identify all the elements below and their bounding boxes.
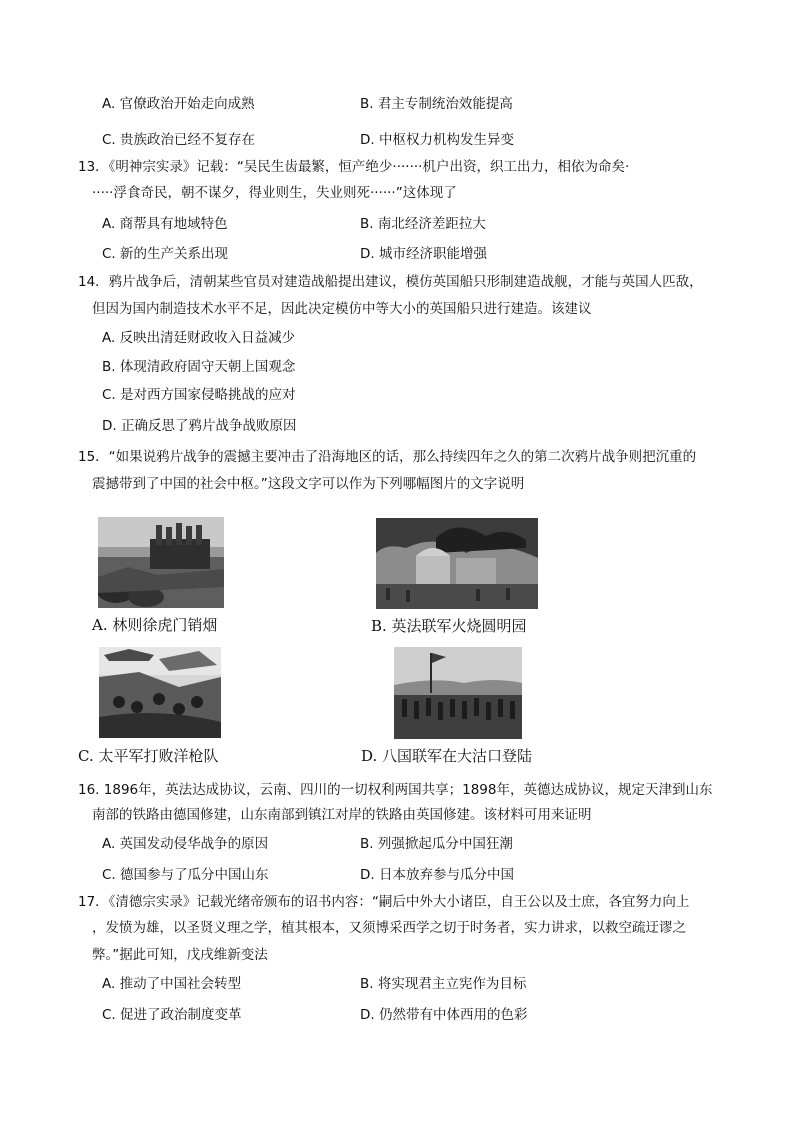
photo-yuanmingyuan-burning [376, 518, 538, 609]
q14-option-b: B. 体现清政府固守天朝上国观念 [102, 359, 296, 375]
q14-stem-line1: 14．鸦片战争后，清朝某些官员对建造战船提出建议，模仿英国船只形制建造战舰，才能与英国人匹敌， [78, 274, 703, 290]
q17-stem-line2: ，发愤为雄，以圣贤义理之学，植其根本，又须博采西学之切于时务者，实力讲求，以救空疏迂谬之 [92, 920, 686, 936]
q12-option-a: A. 官僚政治开始走向成熟 [102, 96, 255, 112]
q12-option-c: C. 贵族政治已经不复存在 [102, 132, 256, 148]
q16-option-d: D. 日本放弃参与瓜分中国 [360, 867, 514, 883]
q17-option-a: A. 推动了中国社会转型 [102, 976, 242, 992]
caption-a: A. 林则徐虎门销烟 [92, 616, 218, 634]
q14-option-a: A. 反映出清廷财政收入日益减少 [102, 330, 296, 346]
photo-dagukou-landing [394, 647, 522, 739]
q17-option-c: C. 促进了政治制度变革 [102, 1007, 242, 1023]
q17-option-d: D. 仍然带有中体西用的色彩 [360, 1007, 528, 1023]
q13-stem-line1: 13．《明神宗实录》记载：“吴民生齿最繁，恒产绝少·······机户出资，织工出力，相依为命矣· [78, 159, 630, 175]
q13-option-a: A. 商帮具有地域特色 [102, 216, 228, 232]
q16-option-c: C. 德国参与了瓜分中国山东 [102, 867, 269, 883]
q14-option-c: C. 是对西方国家侵略挑战的应对 [102, 387, 296, 403]
q13-option-c: C. 新的生产关系出现 [102, 246, 229, 262]
photo-taiping-battle [99, 647, 221, 738]
q12-option-b: B. 君主专制统治效能提高 [360, 96, 513, 112]
q16-stem-line1: 16. 1896年，英法达成协议，云南、四川的一切权利两国共享；1898年，英德达成协议，规定天津到山东 [78, 782, 713, 798]
q17-stem-line1: 17．《清德宗实录》记载光绪帝颁布的诏书内容：“嗣后中外大小诸臣，自王公以及士庶，各宜努力向上 [78, 894, 690, 910]
photo-humen-opium [98, 517, 224, 608]
q14-option-d: D. 正确反思了鸦片战争战败原因 [102, 418, 297, 434]
q15-stem-line2: 震撼带到了中国的社会中枢。”这段文字可以作为下列哪幅图片的文字说明 [92, 476, 525, 492]
q15-stem-line1: 15．“如果说鸦片战争的震撼主要冲击了沿海地区的话，那么持续四年之久的第二次鸦片战争则把沉重的 [78, 449, 697, 465]
q13-option-d: D. 城市经济职能增强 [360, 246, 487, 262]
q16-option-a: A. 英国发动侵华战争的原因 [102, 836, 269, 852]
q13-stem-line2: ·····浮食奇民，朝不谋夕，得业则生，失业则死······”这体现了 [92, 185, 457, 201]
caption-d: D. 八国联军在大沽口登陆 [361, 747, 533, 765]
q14-stem-line2: 但因为国内制造技术水平不足，因此决定模仿中等大小的英国船只进行建造。该建议 [92, 301, 592, 317]
q17-option-b: B. 将实现君主立宪作为目标 [360, 976, 527, 992]
caption-b: B. 英法联军火烧圆明园 [371, 617, 527, 635]
q16-option-b: B. 列强掀起瓜分中国狂潮 [360, 836, 513, 852]
q12-option-d: D. 中枢权力机构发生异变 [360, 132, 514, 148]
q13-option-b: B. 南北经济差距拉大 [360, 216, 486, 232]
caption-c: C. 太平军打败洋枪队 [78, 747, 219, 765]
q17-stem-line3: 弊。”据此可知，戊戌维新变法 [92, 947, 268, 963]
q16-stem-line2: 南部的铁路由德国修建，山东南部到镇江对岸的铁路由英国修建。该材料可用来证明 [92, 807, 592, 823]
